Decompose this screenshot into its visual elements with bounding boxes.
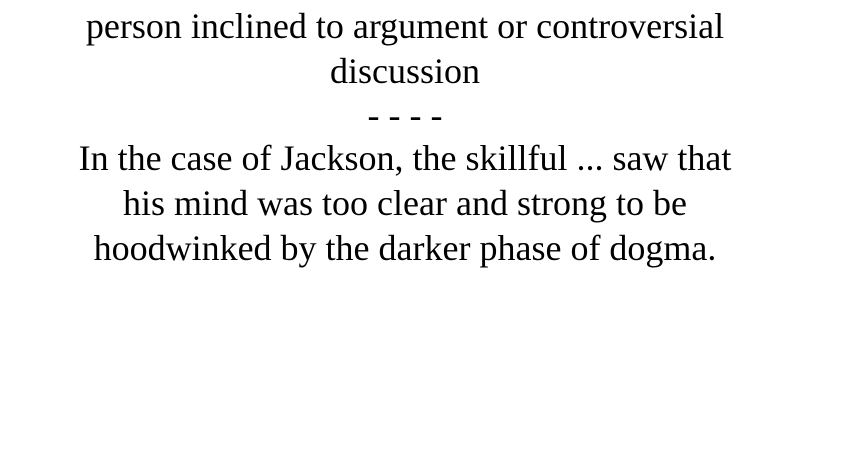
separator: - - - - [367, 95, 443, 135]
example-line: hoodwinked by the darker phase of dogma. [93, 228, 717, 268]
definition-line: discussion [329, 51, 480, 91]
example-line: his mind was too clear and strong to be [123, 183, 687, 223]
example-line: In the case of Jackson, the skillful ... saw that [78, 138, 732, 178]
definition-line: person inclined to argument or controversial [85, 6, 725, 46]
definition [0, 4, 810, 94]
example-sentence [0, 136, 810, 271]
